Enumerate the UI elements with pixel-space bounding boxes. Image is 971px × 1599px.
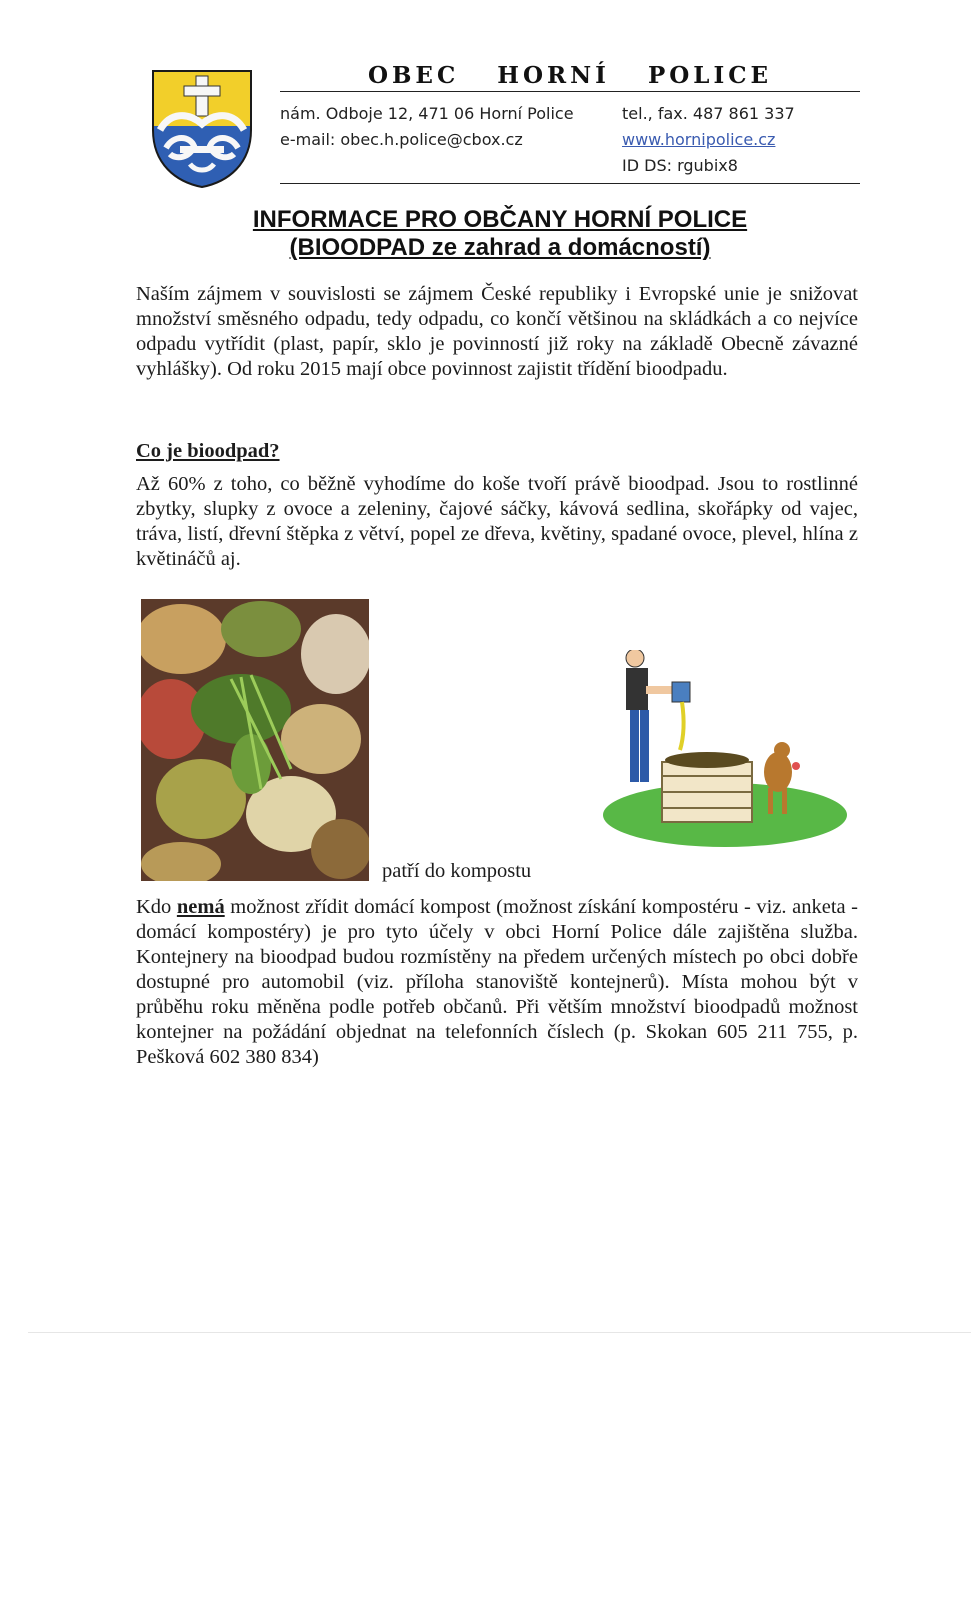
definition-paragraph: Až 60% z toho, co běžně vyhodíme do koše tvoří právě bioodpad. Jsou to rostlinné zbytky, slupky z ovoce a zeleniny, čajové sáčky, kávová sedlina, skořápky od vajec, tráva, listí, dřevní štěpka z větví, popel ze dřeva, květiny, spadané ovoce, plevel, hlína z květináčů aj. bbox=[136, 473, 858, 570]
section-title: Co je bioodpad? bbox=[136, 440, 280, 462]
header-divider-top bbox=[280, 91, 860, 92]
info-rest: možnost zřídit domácí kompost (možnost získání kompostéru - viz. anketa - domácí kompostéry) je pro tyto účely v obci Horní Police dále zajištěna služba. Kontejnery na bioodpad budou rozmístěny na předem určených místech po obci dobře dostupné pro automobil (viz. příloha stanoviště kontejnerů). Místa mohou být v průběhu roku měněna podle potřeb občanů. Při větším množství bioodpadů možnost kontejner na požádání objednat na telefonních číslech (p. Skokan 605 211 755, p. Pešková 602 380 834) bbox=[136, 896, 858, 1068]
headline-line1: INFORMACE PRO OBČANY HORNÍ POLICE bbox=[252, 206, 748, 233]
info-paragraph bbox=[136, 895, 858, 1070]
phone: tel., fax. 487 861 337 bbox=[622, 104, 795, 123]
email: e-mail: obec.h.police@cbox.cz bbox=[280, 130, 523, 149]
coat-of-arms-icon bbox=[150, 68, 254, 190]
info-emphasis: nemá bbox=[176, 896, 225, 918]
composting-illustration bbox=[600, 650, 850, 860]
headline bbox=[150, 206, 850, 262]
address: nám. Odboje 12, 471 06 Horní Police bbox=[280, 104, 574, 123]
header-divider-bottom bbox=[280, 183, 860, 184]
info-prefix: Kdo bbox=[136, 896, 177, 918]
municipality-name: OBEC HORNÍ POLICE bbox=[367, 62, 773, 89]
data-box-id: ID DS: rgubix8 bbox=[622, 156, 738, 175]
photo-caption: patří do kompostu bbox=[382, 860, 532, 882]
compost-photo bbox=[141, 599, 369, 881]
headline-line2: (BIOODPAD ze zahrad a domácností) bbox=[289, 234, 711, 261]
page-bottom-divider bbox=[28, 1332, 971, 1333]
intro-paragraph: Naším zájmem v souvislosti se zájmem České republiky i Evropské unie je snižovat množství směsného odpadu, tedy odpadu, co končí většinou na skládkách a co nejvíce odpadu vytřídit (plast, papír, sklo je povinností již roky na základě Obecně závazné vyhlášky). Od roku 2015 mají obce povinnost zajistit třídění bioodpadu. bbox=[136, 283, 858, 380]
website-link[interactable]: www.hornipolice.cz bbox=[622, 130, 776, 149]
